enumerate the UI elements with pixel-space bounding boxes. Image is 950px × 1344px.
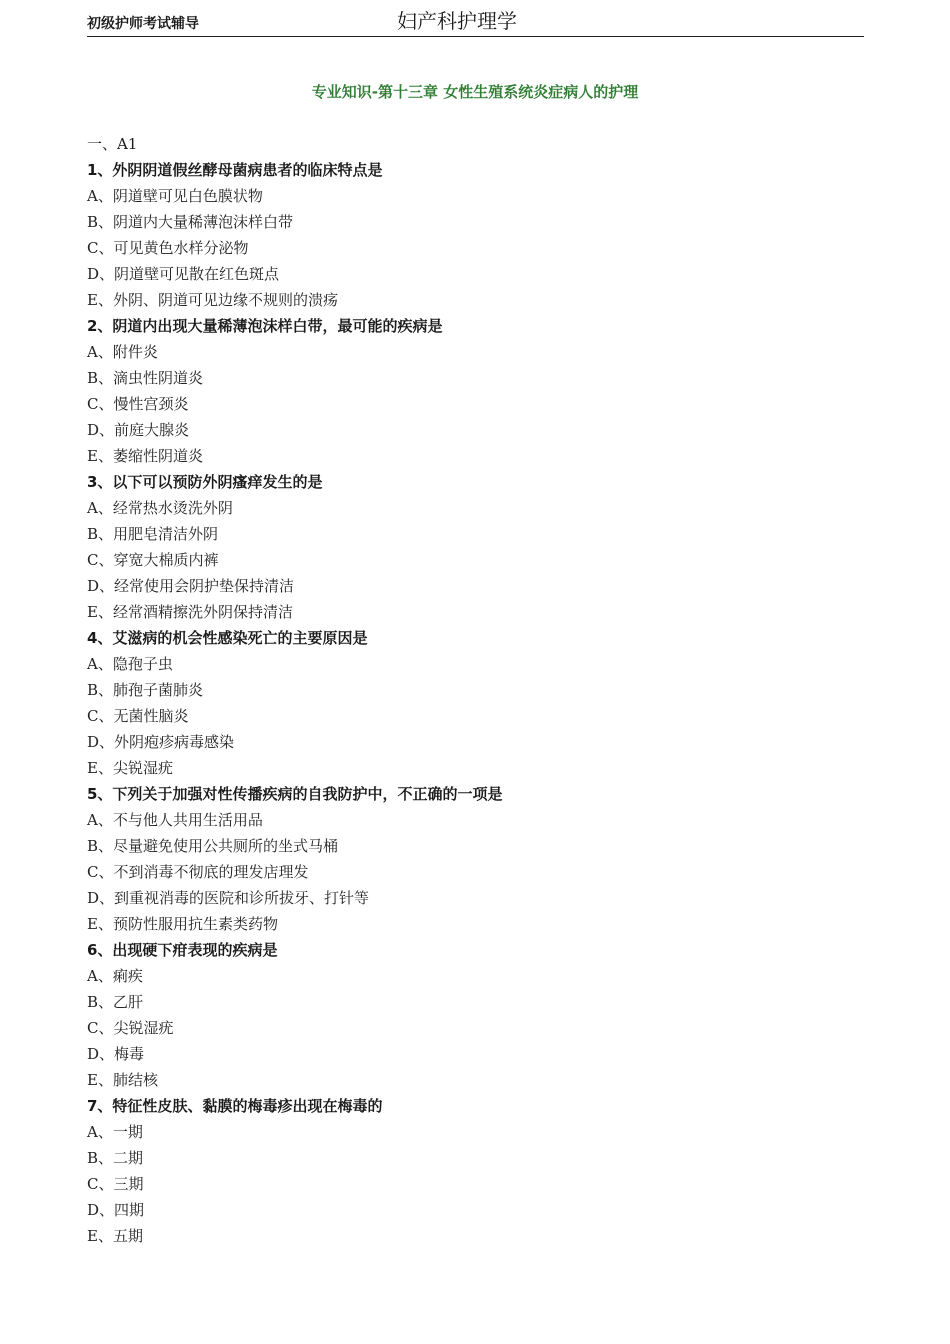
question-text: 4、艾滋病的机会性感染死亡的主要原因是 bbox=[87, 629, 368, 647]
option-c: C、穿宽大棉质内裤 bbox=[87, 551, 219, 569]
option-d: D、阴道壁可见散在红色斑点 bbox=[87, 265, 280, 283]
option-e: E、肺结核 bbox=[87, 1071, 158, 1089]
option-b: B、用肥皂清洁外阴 bbox=[87, 525, 219, 543]
header-left-text: 初级护师考试辅导 bbox=[87, 16, 199, 32]
option-d: D、经常使用会阴护垫保持清洁 bbox=[87, 577, 295, 595]
option-d: D、四期 bbox=[87, 1201, 145, 1219]
option-b: B、二期 bbox=[87, 1149, 144, 1167]
option-e: E、萎缩性阴道炎 bbox=[87, 447, 203, 465]
option-a: A、一期 bbox=[87, 1123, 143, 1141]
option-e: E、预防性服用抗生素类药物 bbox=[87, 915, 278, 933]
option-d: D、外阴疱疹病毒感染 bbox=[87, 733, 235, 751]
option-a: A、不与他人共用生活用品 bbox=[87, 811, 263, 829]
option-b: B、乙肝 bbox=[87, 993, 144, 1011]
section-label: 一、A1 bbox=[87, 135, 138, 153]
option-e: E、五期 bbox=[87, 1227, 143, 1245]
option-e: E、尖锐湿疣 bbox=[87, 759, 173, 777]
question-text: 3、以下可以预防外阴瘙痒发生的是 bbox=[87, 473, 323, 491]
option-a: A、附件炎 bbox=[87, 343, 158, 361]
option-a: A、隐孢子虫 bbox=[87, 655, 173, 673]
chapter-title: 专业知识-第十三章 女性生殖系统炎症病人的护理 bbox=[311, 83, 639, 101]
option-b: B、滴虫性阴道炎 bbox=[87, 369, 204, 387]
question-text: 5、下列关于加强对性传播疾病的自我防护中，不正确的一项是 bbox=[87, 785, 503, 803]
option-c: C、无菌性脑炎 bbox=[87, 707, 189, 725]
option-d: D、前庭大腺炎 bbox=[87, 421, 190, 439]
page-header bbox=[87, 8, 864, 37]
option-e: E、外阴、阴道可见边缘不规则的溃疡 bbox=[87, 291, 338, 309]
option-c: C、三期 bbox=[87, 1175, 144, 1193]
option-e: E、经常酒精擦洗外阴保持清洁 bbox=[87, 603, 293, 621]
header-subject-title: 妇产科护理学 bbox=[397, 9, 517, 33]
option-a: A、经常热水烫洗外阴 bbox=[87, 499, 233, 517]
option-b: B、肺孢子菌肺炎 bbox=[87, 681, 204, 699]
question-text: 2、阴道内出现大量稀薄泡沫样白带，最可能的疾病是 bbox=[87, 317, 443, 335]
option-b: B、尽量避免使用公共厕所的坐式马桶 bbox=[87, 837, 339, 855]
option-d: D、到重视消毒的医院和诊所拔牙、打针等 bbox=[87, 889, 370, 907]
option-a: A、阴道壁可见白色膜状物 bbox=[87, 187, 263, 205]
option-b: B、阴道内大量稀薄泡沫样白带 bbox=[87, 213, 294, 231]
option-c: C、尖锐湿疣 bbox=[87, 1019, 174, 1037]
option-a: A、痢疾 bbox=[87, 967, 143, 985]
option-d: D、梅毒 bbox=[87, 1045, 145, 1063]
question-text: 6、出现硬下疳表现的疾病是 bbox=[87, 941, 278, 959]
option-c: C、不到消毒不彻底的理发店理发 bbox=[87, 863, 309, 881]
option-c: C、可见黄色水样分泌物 bbox=[87, 239, 249, 257]
question-text: 1、外阴阴道假丝酵母菌病患者的临床特点是 bbox=[87, 161, 383, 179]
question-list bbox=[87, 131, 867, 1249]
option-c: C、慢性宫颈炎 bbox=[87, 395, 189, 413]
question-text: 7、特征性皮肤、黏膜的梅毒疹出现在梅毒的 bbox=[87, 1097, 383, 1115]
